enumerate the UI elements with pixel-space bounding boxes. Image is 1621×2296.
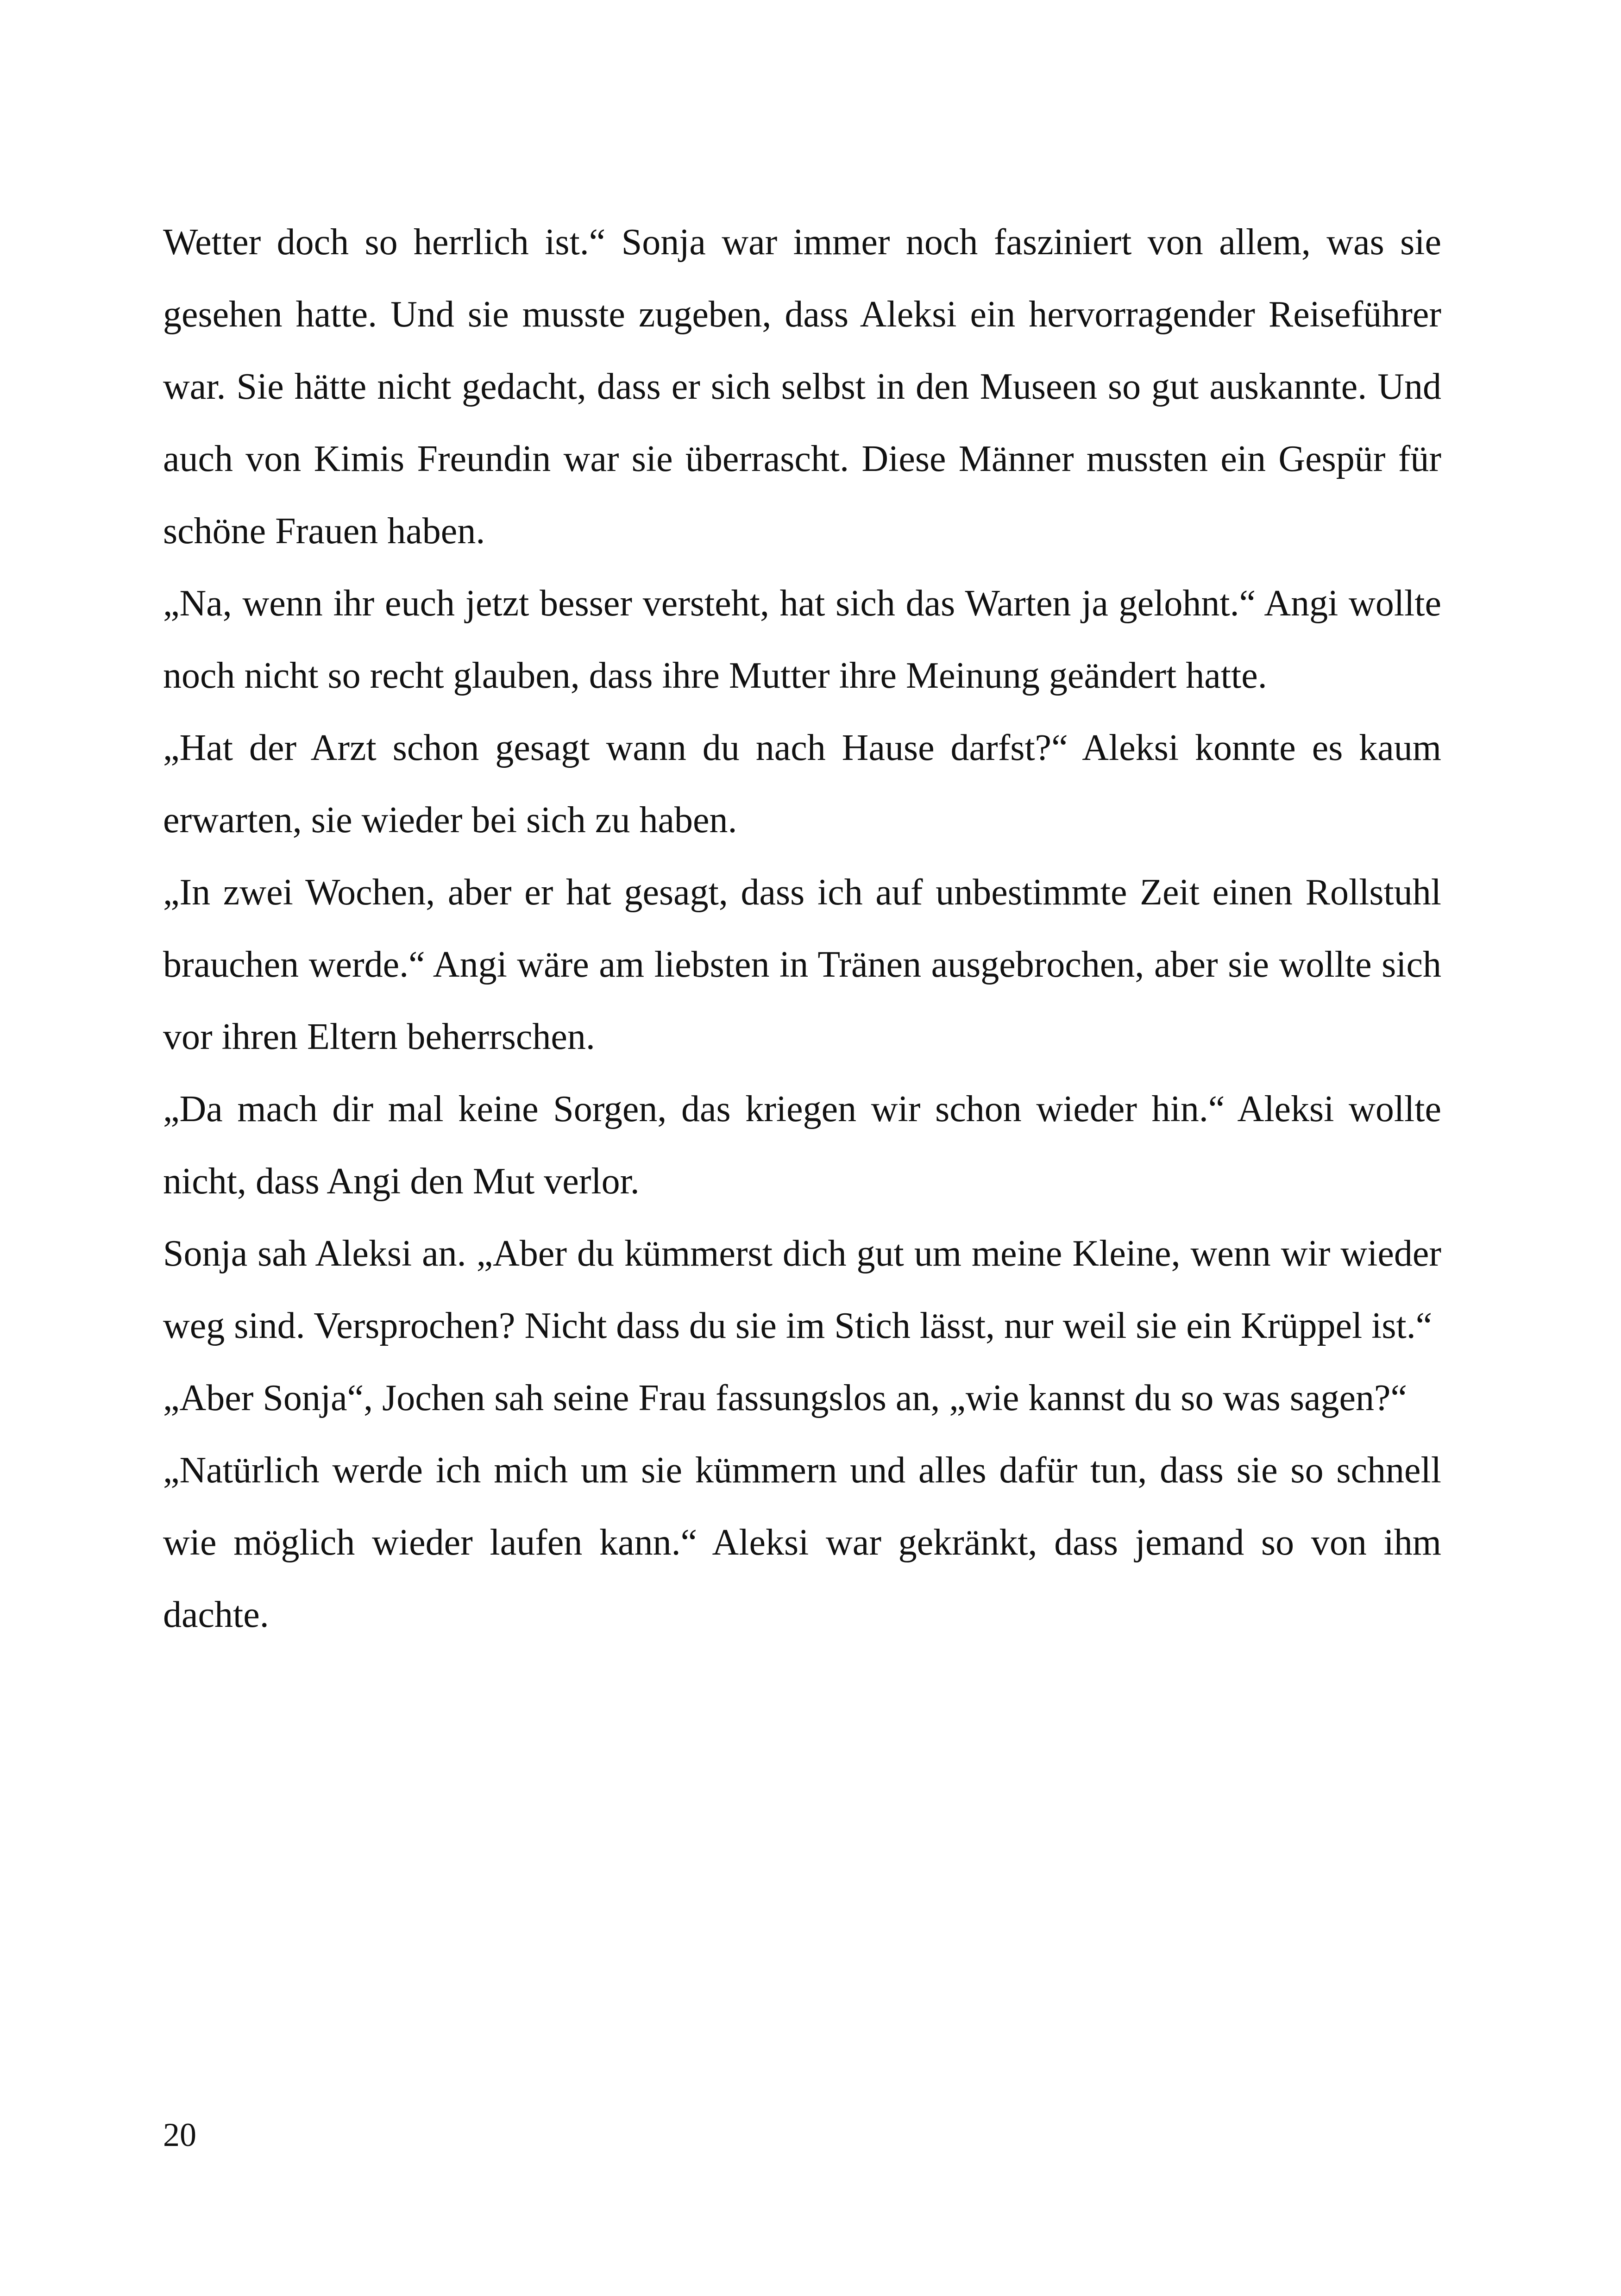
- body-text: [163, 206, 1441, 1651]
- paragraph-8: „Natürlich werde ich mich um sie kümmern und alles dafür tun, dass sie so schnell wie möglich wieder laufen kann.“ Aleksi war gekränkt, dass jemand so von ihm dachte.: [163, 1450, 1441, 1635]
- page-number: 20: [163, 2116, 196, 2153]
- paragraph-7: „Aber Sonja“, Jochen sah seine Frau fassungslos an, „wie kannst du so was sagen?“: [163, 1378, 1407, 1418]
- paragraph-2: „Na, wenn ihr euch jetzt besser versteht, hat sich das Warten ja gelohnt.“ Angi wollte noch nicht so recht glauben, dass ihre Mutter ihre Meinung geändert hatte.: [163, 583, 1441, 696]
- paragraph-1: Wetter doch so herrlich ist.“ Sonja war immer noch fasziniert von allem, was sie gesehen hatte. Und sie musste zugeben, dass Aleksi ein hervorragender Reiseführer war. Sie hätte nicht gedacht, dass er sich selbst in den Museen so gut auskannte. Und auch von Kimis Freundin war sie überrascht. Diese Männer mussten ein Gespür für schöne Frauen haben.: [163, 222, 1441, 552]
- paragraph-6: Sonja sah Aleksi an. „Aber du kümmerst dich gut um meine Kleine, wenn wir wieder weg sind. Versprochen? Nicht dass du sie im Stich lässt, nur weil sie ein Krüppel ist.“: [163, 1233, 1441, 1346]
- paragraph-5: „Da mach dir mal keine Sorgen, das kriegen wir schon wieder hin.“ Aleksi wollte nicht, dass Angi den Mut verlor.: [163, 1089, 1441, 1202]
- paragraph-4: „In zwei Wochen, aber er hat gesagt, dass ich auf unbestimmte Zeit einen Rollstuhl brauchen werde.“ Angi wäre am liebsten in Tränen ausgebrochen, aber sie wollte sich vor ihren Eltern beherrschen.: [163, 872, 1441, 1057]
- paragraph-3: „Hat der Arzt schon gesagt wann du nach Hause darfst?“ Aleksi konnte es kaum erwarten, sie wieder bei sich zu haben.: [163, 728, 1441, 841]
